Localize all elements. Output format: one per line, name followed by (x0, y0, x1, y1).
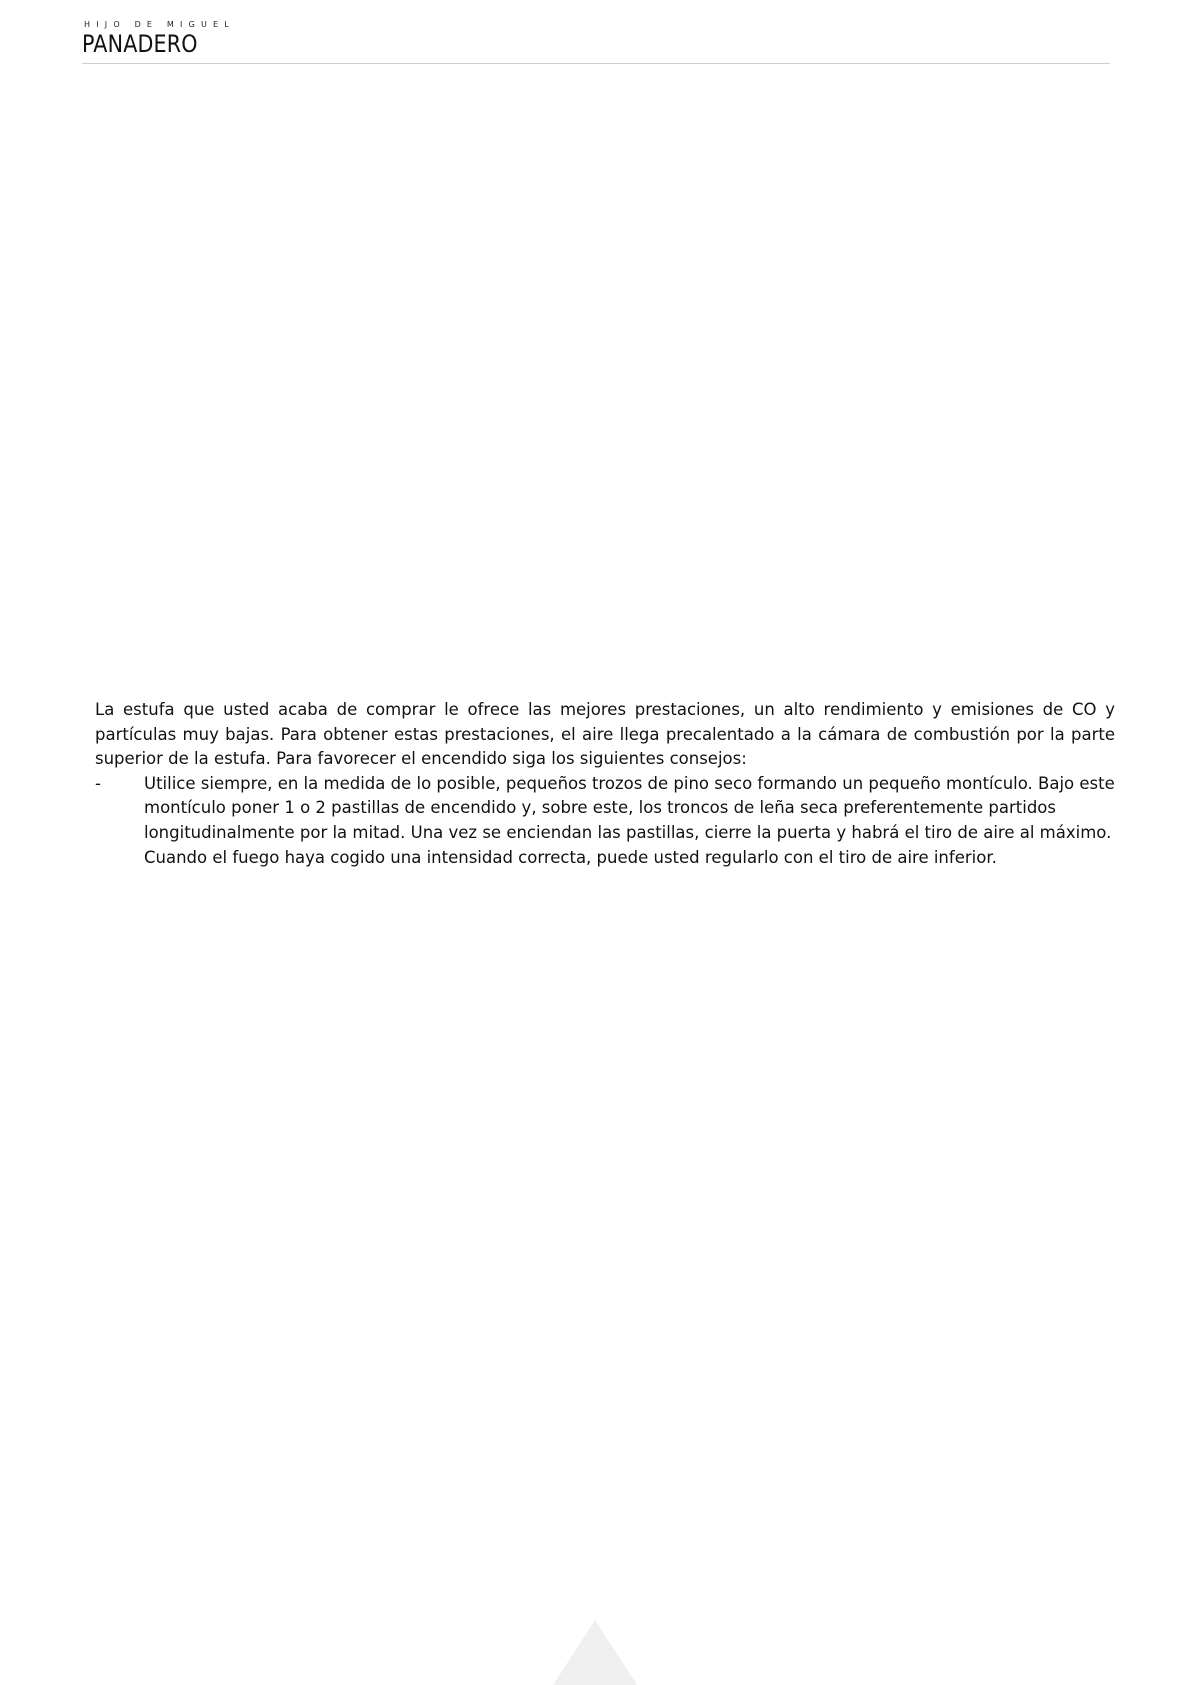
footer-triangle-decoration (553, 1620, 637, 1685)
tip-item (95, 772, 1115, 846)
body-text (95, 698, 1115, 870)
tips-list (95, 772, 1115, 846)
closing-line: Cuando el fuego haya cogido una intensidad correcta, puede usted regularlo con el tiro de aire inferior. (144, 847, 997, 867)
header-divider (82, 63, 1110, 64)
intro-paragraph: La estufa que usted acaba de comprar le ofrece las mejores prestaciones, un alto rendimiento y emisiones de CO y partículas muy bajas. Para obtener estas prestaciones, el aire llega precalentado a la cámara de combustión por la parte superior de la estufa. Para favorecer el encendido siga los siguientes consejos: (95, 700, 1115, 769)
tip-text: Utilice siempre, en la medida de lo posible, pequeños trozos de pino seco formando un pequeño montículo. Bajo este montículo poner 1 o 2 pastillas de encendido y, sobre este, los troncos de leña seca preferentemente partidos longitudinalmente por la mitad. Una vez se enciendan las pastillas, cierre la puerta y habrá el tiro de aire al máximo. (144, 773, 1115, 842)
logo-name: PANADERO (82, 30, 198, 58)
brand-logo (82, 20, 242, 62)
logo-tagline: HIJO DE MIGUEL (84, 20, 235, 29)
list-dash-marker: - (95, 773, 101, 793)
